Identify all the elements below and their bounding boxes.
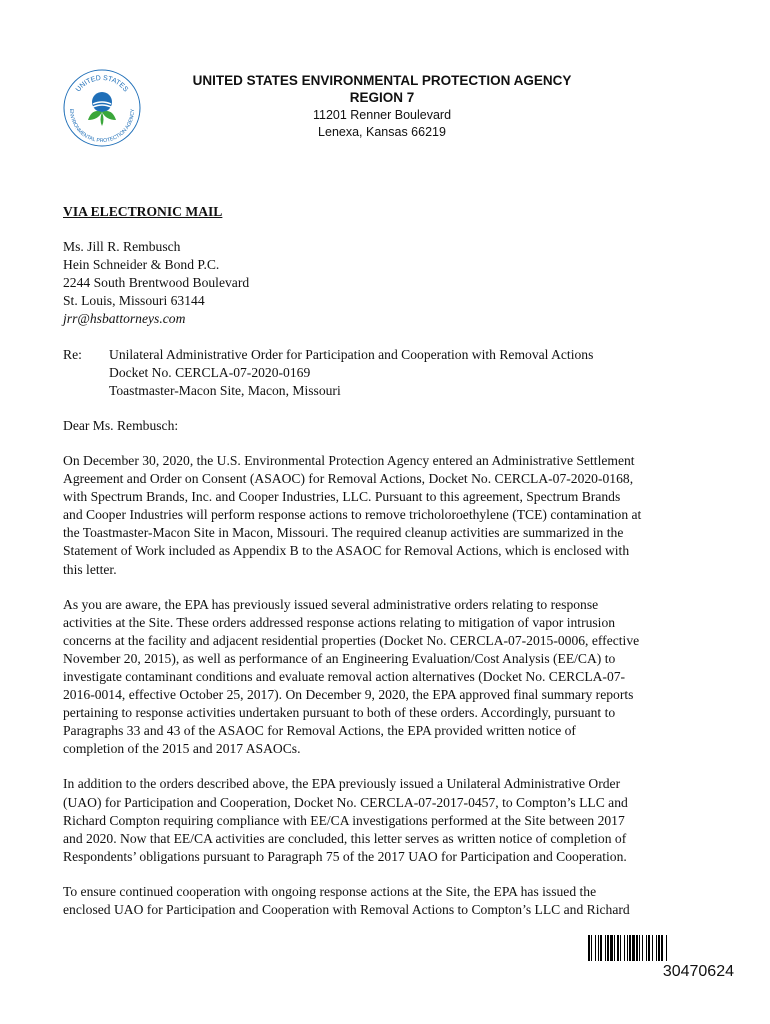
recipient-name: Ms. Jill R. Rembusch [63,239,181,255]
salutation: Dear Ms. Rembusch: [63,417,179,433]
paragraph-line: Statement of Work included as Appendix B to the ASAOC for Removal Actions, which is enclosed with [63,543,630,559]
paragraph-line: As you are aware, the EPA has previously issued several administrative orders relating to response [63,596,599,612]
paragraph-line: completion of the 2015 and 2017 ASAOCs. [63,741,301,757]
subject-line-2: Docket No. CERCLA-07-2020-0169 [109,364,311,380]
paragraph-3 [63,775,713,865]
seal-text-bottom: ENVIRONMENTAL PROTECTION AGENCY [67,108,137,145]
subject-block [63,346,713,400]
paragraph-line: 2016-0014, effective October 25, 2017). On December 9, 2020, the EPA approved final summary reports [63,687,634,703]
recipient-address [63,238,713,328]
paragraph-line: the Toastmaster-Macon Site in Macon, Missouri. The required cleanup activities are summarized in the [63,525,624,541]
paragraph-line: activities at the Site. These orders addressed response actions relating to mitigation of vapor intrusion [63,614,616,630]
paragraph-line: To ensure continued cooperation with ongoing response actions at the Site, the EPA has issued the [63,883,597,899]
recipient-city: St. Louis, Missouri 63144 [63,293,205,309]
address-line-1: 11201 Renner Boulevard [312,108,452,122]
document-barcode [588,935,734,961]
paragraph-line: (UAO) for Participation and Cooperation, Docket No. CERCLA-07-2017-0457, to Compton’s LLC and [63,794,628,810]
delivery-method: VIA ELECTRONIC MAIL [63,204,223,219]
recipient-firm: Hein Schneider & Bond P.C. [63,257,220,273]
recipient-street: 2244 South Brentwood Boulevard [63,275,250,291]
paragraph-line: investigate contaminant conditions and evaluate removal action alternatives (Docket No. CERCLA-07- [63,668,626,684]
seal-text-top: UNITED STATES [74,74,130,94]
paragraph-line: On December 30, 2020, the U.S. Environmental Protection Agency entered an Administrative Settlement [63,452,635,468]
agency-name: UNITED STATES ENVIRONMENTAL PROTECTION AGENCY [192,73,572,88]
paragraph-line: concerns at the facility and adjacent residential properties (Docket No. CERCLA-07-2015-0006, effective [63,632,640,648]
paragraph-4 [63,883,713,919]
re-label: Re: [63,346,82,362]
paragraph-line: Paragraphs 33 and 43 of the ASAOC for Removal Actions, the EPA provided written notice of [63,723,576,739]
letter-body [63,203,713,936]
paragraph-2 [63,596,713,759]
paragraph-line: Respondents’ obligations pursuant to Paragraph 75 of the 2017 UAO for Participation and Cooperation. [63,848,627,864]
paragraph-1 [63,452,713,579]
paragraph-line: and Cooper Industries will perform response actions to remove tricholoroethylene (TCE) contamination at [63,507,642,523]
paragraph-line: pertaining to response activities undertaken pursuant to both of these orders. Accordingly, pursuant to [63,705,616,721]
paragraph-line: and 2020. Now that EE/CA activities are concluded, this letter serves as written notice of completion of [63,830,627,846]
svg-text:UNITED STATES [75,75,129,94]
paragraph-line: Richard Compton requiring compliance with EE/CA investigations performed at the Site between 2017 [63,812,625,828]
paragraph-line: In addition to the orders described above, the EPA previously issued a Unilateral Administrative Order [63,776,621,792]
region-name: REGION 7 [349,90,415,105]
epa-seal-logo [62,68,142,148]
barcode-number: 30470624 [662,963,734,980]
letterhead [160,72,604,141]
paragraph-line: this letter. [63,561,117,577]
address-line-2: Lenexa, Kansas 66219 [318,125,446,139]
subject-line-3: Toastmaster-Macon Site, Macon, Missouri [109,382,341,398]
paragraph-line: with Spectrum Brands, Inc. and Cooper Industries, LLC. Pursuant to this agreement, Spectrum Brands [63,489,621,505]
subject-line-1: Unilateral Administrative Order for Participation and Cooperation with Removal Actions [109,346,594,362]
paragraph-line: November 20, 2015), as well as performance of an Engineering Evaluation/Cost Analysis (EE/CA) to [63,650,616,666]
paragraph-line: Agreement and Order on Consent (ASAOC) for Removal Actions, Docket No. CERCLA-07-2020-0168, [63,471,634,487]
recipient-email: jrr@hsbattorneys.com [63,311,186,327]
paragraph-line: enclosed UAO for Participation and Cooperation with Removal Actions to Compton’s LLC and Richard [63,902,630,917]
